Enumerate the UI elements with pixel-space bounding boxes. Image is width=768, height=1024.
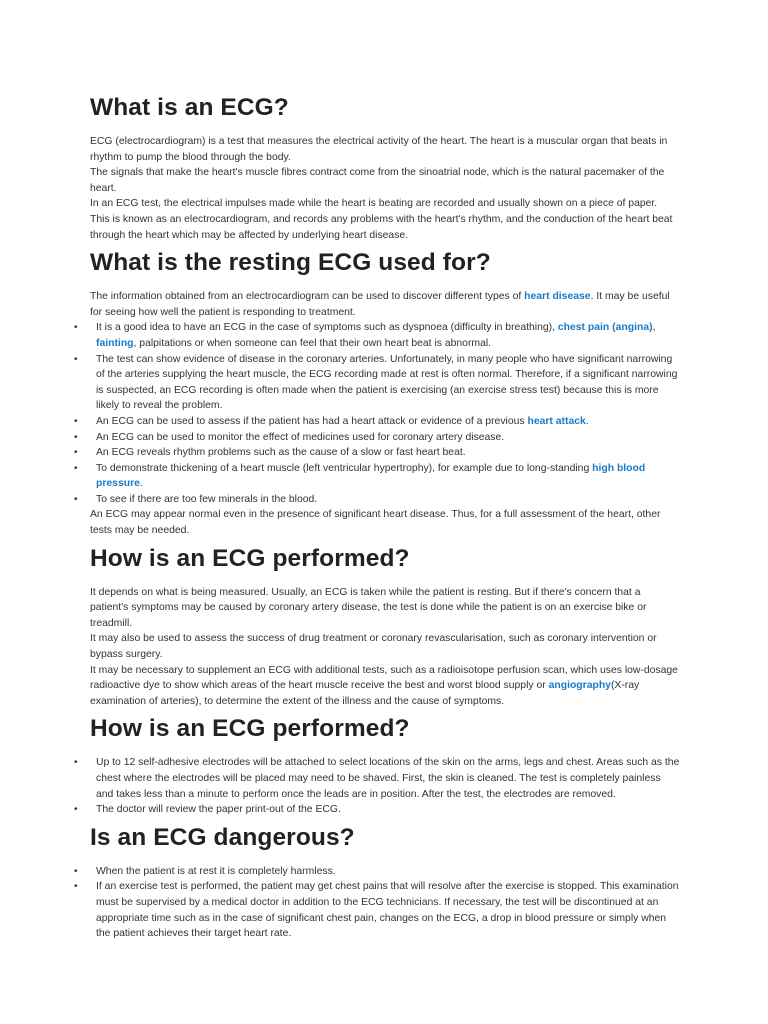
section-danger-body: [74, 864, 680, 942]
link-fainting[interactable]: fainting: [96, 337, 134, 349]
link-heart-disease[interactable]: heart disease: [524, 291, 591, 303]
list-item: • It is a good idea to have an ECG in the case of symptoms such as dyspnoea (difficulty in breathing), chest pain (angina), fainting, palpitations or when someone can feel that their own heart beat is abnormal.: [74, 322, 656, 349]
link-high-blood-pressure[interactable]: high blood pressure: [96, 462, 646, 490]
list-item: • To demonstrate thickening of a heart muscle (left ventricular hypertrophy), for example due to long-standing high blood pressure.: [74, 462, 646, 490]
heading-how-ecg-performed: How is an ECG performed?: [90, 544, 410, 572]
section-how-performed-body: [90, 585, 680, 710]
danger-bullet-list: [74, 864, 680, 942]
paragraph: The information obtained from an electrocardiogram can be used to discover different types of heart disease. It may be useful for seeing how well the patient is responding to treatment.: [90, 291, 670, 318]
use-bullet-list: [74, 320, 680, 507]
list-item: • To see if there are too few minerals in the blood.: [74, 493, 318, 505]
paragraph: This is known as an electrocardiogram, and records any problems with the heart's rhythm, and the conduction of the heart beat through the heart which may be affected by underlying heart disease.: [90, 213, 673, 241]
paragraph: The signals that make the heart's muscle fibres contract come from the sinoatrial node, which is the natural pacemaker of the heart.: [90, 167, 665, 194]
procedure-bullet-list: [74, 755, 680, 817]
list-item: • The doctor will review the paper print-out of the ECG.: [74, 804, 341, 816]
list-item: • When the patient is at rest it is completely harmless.: [74, 865, 336, 877]
document-page: [74, 92, 680, 942]
paragraph: It depends on what is being measured. Usually, an ECG is taken while the patient is resting. But if there's concern that a patient's symptoms may be caused by coronary artery disease, the test is done while the patient is on an exercise bike or treadmill.: [90, 586, 647, 629]
paragraph: It may be necessary to supplement an ECG with additional tests, such as a radioisotope perfusion scan, which uses low-dosage radioactive dye to show which areas of the heart muscle receive the best and worst blood supply or angiography(X-ray examination of arteries), to determine the extent of the illness and the cause of symptoms.: [90, 664, 678, 707]
heading-resting-ecg-use: What is the resting ECG used for?: [90, 249, 491, 277]
paragraph: ECG (electrocardiogram) is a test that measures the electrical activity of the heart. The heart is a muscular organ that beats in rhythm to pump the blood through the body.: [90, 136, 668, 163]
list-item: • An ECG can be used to assess if the patient has had a heart attack or evidence of a previous heart attack.: [74, 415, 589, 427]
heading-how-ecg-performed-2: How is an ECG performed?: [90, 715, 410, 743]
paragraph: An ECG may appear normal even in the presence of significant heart disease. Thus, for a full assessment of the heart, other tests may be needed.: [90, 509, 661, 537]
list-item: • An ECG reveals rhythm problems such as the cause of a slow or fast heart beat.: [74, 447, 466, 459]
section-procedure-body: [74, 755, 680, 817]
list-item: • An ECG can be used to monitor the effect of medicines used for coronary artery disease.: [74, 431, 505, 443]
heading-what-is-ecg: What is an ECG?: [90, 94, 289, 121]
list-item: • Up to 12 self-adhesive electrodes will be attached to select locations of the skin on the arms, legs and chest. Areas such as the chest where the electrodes will be placed may need to be shaved. First, the skin is cleaned. The test is completely painless and takes less than a minute to perform once the leads are in position. After the test, the electrodes are removed.: [74, 757, 680, 800]
list-item: • The test can show evidence of disease in the coronary arteries. Unfortunately, in many people who have significant narrowing of the arteries supplying the heart muscle, the ECG recording made at rest is often normal. Therefore, if a significant narrowing is suspected, an ECG recording is often made when the patient is exercising (an exercise stress test) because this is more likely to reveal the problem.: [74, 353, 678, 412]
link-heart-attack[interactable]: heart attack: [527, 415, 586, 427]
link-angiography[interactable]: angiography: [548, 680, 611, 692]
list-item: • If an exercise test is performed, the patient may get chest pains that will resolve after the exercise is stopped. This examination must be supervised by a medical doctor in addition to the ECG technicians. If necessary, the test will be discontinued at an appropriate time such as in the case of significant chest pain, changes on the ECG, a drop in blood pressure or simply when the patient achieves their target heart rate.: [74, 881, 679, 940]
section-resting-ecg-body: [74, 289, 680, 539]
paragraph: It may also be used to assess the success of drug treatment or coronary revascularisation, such as coronary intervention or bypass surgery.: [90, 633, 657, 661]
section-what-is-ecg-body: [90, 134, 680, 243]
heading-is-ecg-dangerous: Is an ECG dangerous?: [90, 823, 355, 851]
link-chest-pain[interactable]: chest pain (angina): [557, 322, 653, 334]
paragraph: In an ECG test, the electrical impulses made while the heart is beating are recorded and usually shown on a piece of paper.: [90, 198, 658, 210]
